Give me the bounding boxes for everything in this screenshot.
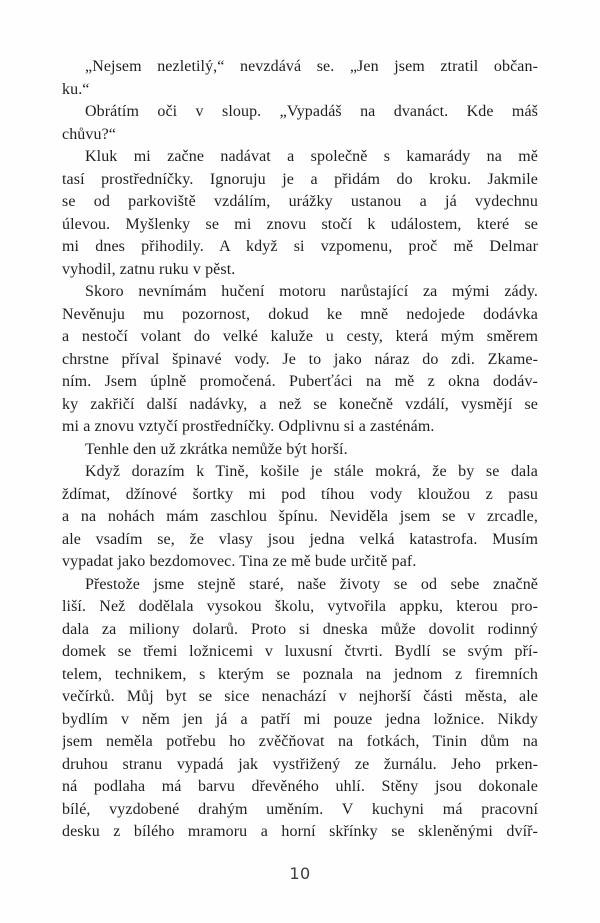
text-line: bílé, vyzdobené drahým uměním. V kuchyni má pracovní <box>62 800 538 818</box>
text-line: chrstne příval špinavé vody. Je to jako náraz do zdi. Zkame- <box>62 350 538 368</box>
text-line: bydlím v něm jen já a patří mi pouze jedna ložnice. Nikdy <box>62 710 538 728</box>
text-line: a nestočí volant do velké kaluže u cesty, která mým směrem <box>62 328 538 345</box>
text-line: ždímat, džínové šortky mi pod tíhou vody kloužou z pasu <box>62 485 538 503</box>
text-line: večírků. Můj byt se sice nenachází v nejhorší části města, ale <box>62 688 538 705</box>
text-line: vyhodil, zatnu ruku v pěst. <box>62 260 236 278</box>
text-line: jsem neměla potřebu ho zvěčňovat na fotkách, Tinin dům na <box>62 733 538 750</box>
text-line: Kluk mi začne nadávat a společně s kamarády na mě <box>85 148 538 165</box>
body-text <box>62 56 538 844</box>
text-line: Skoro nevnímám hučení motoru narůstající za mými zády. <box>85 283 538 300</box>
text-line: úlevou. Myšlenky se mi znovu stočí k událostem, které se <box>62 215 538 233</box>
text-line: tasí prostředníčky. Ignoruju je a přidám do kroku. Jakmile <box>62 170 538 188</box>
page-number: 10 <box>289 864 311 883</box>
text-line: Přestože jsme stejně staré, naše životy se od sebe značně <box>85 575 538 593</box>
text-line: telem, technikem, s kterým se poznala na jednom z firemních <box>62 665 538 683</box>
text-line: Tenhle den už zkrátka nemůže být horší. <box>85 440 348 458</box>
text-line: dala za miliony dolarů. Proto si dneska může dovolit rodinný <box>62 620 538 638</box>
text-line: Nevěnuju mu pozornost, dokud ke mně nedojede dodávka <box>62 305 538 323</box>
text-line: mi dnes přihodily. A když si vzpomenu, proč mě Delmar <box>62 238 538 255</box>
text-line: druhou stranu vypadá jak vystřižený ze žurnálu. Jeho prken- <box>62 755 538 773</box>
text-line: ale vsadím se, že vlasy jsou jedna velká katastrofa. Musím <box>62 530 538 548</box>
text-line: mi a znovu vztyčí prostředníčky. Odplivnu si a zasténám. <box>62 418 435 435</box>
text-line: a na nohách mám zaschlou špínu. Neviděla jsem se v zrcadle, <box>62 508 538 525</box>
text-line: se od parkoviště vzdálím, urážky ustanou a já vydechnu <box>62 193 538 210</box>
text-line: liší. Než dodělala vysokou školu, vytvořila appku, kterou pro- <box>62 598 538 615</box>
text-line: Když dorazím k Tině, košile je stále mokrá, že by se dala <box>85 463 538 480</box>
text-line: ná podlaha má barvu dřevěného uhlí. Stěny jsou dokonale <box>62 778 538 795</box>
text-line: desku z bílého mramoru a horní skřínky se skleněnými dvíř- <box>62 823 538 840</box>
text-line: ním. Jsem úplně promočená. Puberťáci na mě z okna dodáv- <box>62 373 538 390</box>
text-line: ky zakřičí další nadávky, a než se konečně vzdálí, vysmějí se <box>62 395 538 413</box>
text-line: Obrátím oči v sloup. „Vypadáš na dvanáct. Kde máš <box>85 103 538 120</box>
text-line: chůvu?“ <box>62 125 117 143</box>
text-line: ku.“ <box>62 80 90 98</box>
text-line: domek se třemi ložnicemi v luxusní čtvrti. Bydlí se svým pří- <box>62 643 538 660</box>
text-line: vypadat jako bezdomovec. Tina ze mě bude určitě paf. <box>62 553 417 570</box>
text-line: „Nejsem nezletilý,“ nevzdává se. „Jen jsem ztratil občan- <box>85 58 538 75</box>
